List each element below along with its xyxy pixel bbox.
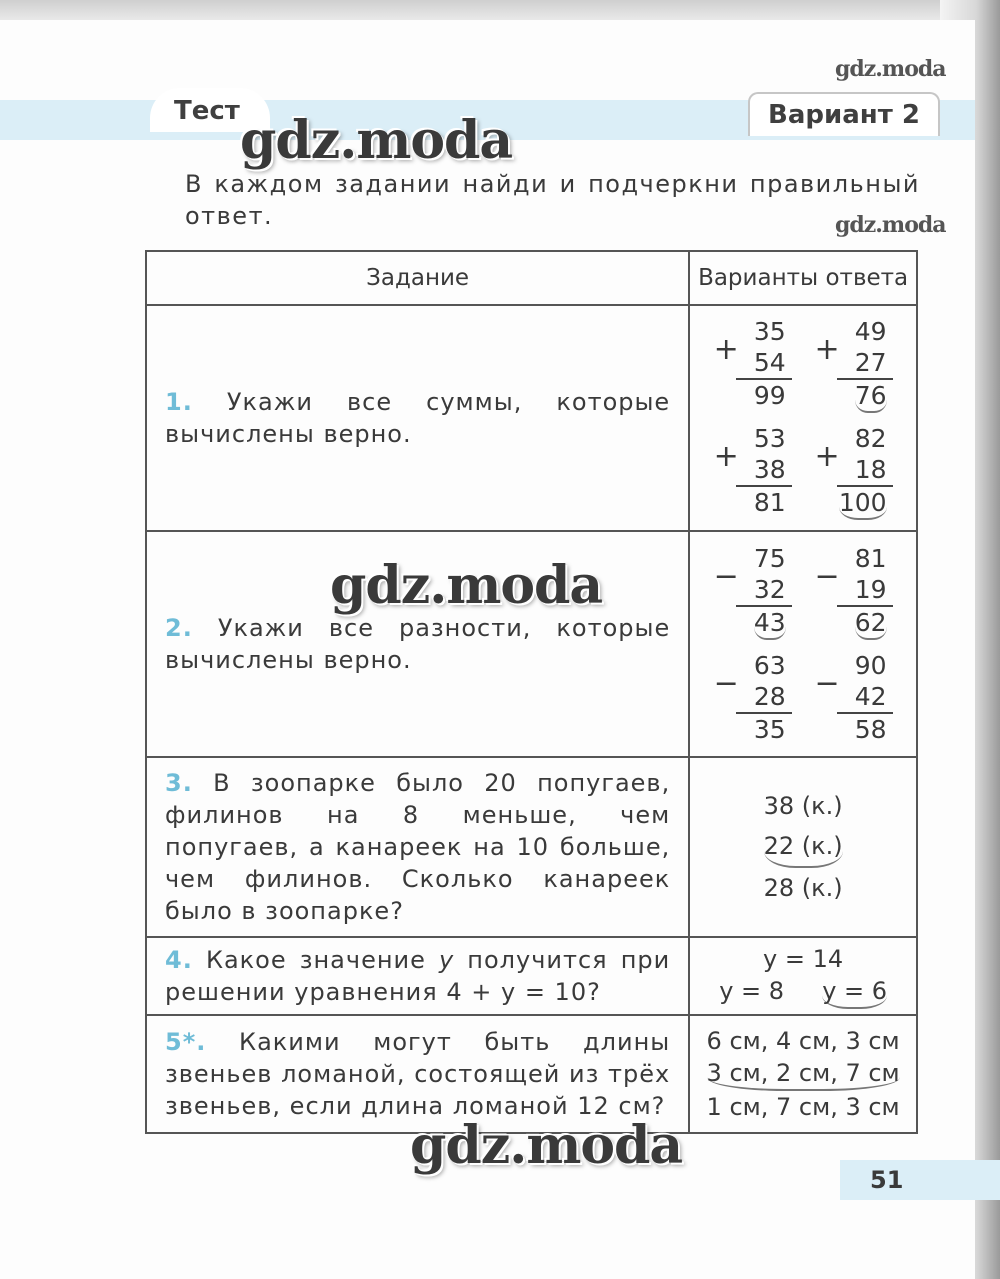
operand-b: 28 <box>736 681 792 714</box>
task-text: В зоопарке было 20 попугаев, филинов на 8 меньше, чем попугаев, а канареек на 10 больше, чем филинов. Сколько канареек было в зоопарке? <box>165 769 671 925</box>
operand-b: 38 <box>736 454 792 487</box>
answer-option[interactable]: y = 14 <box>763 945 844 973</box>
answer-option-underlined[interactable]: y = 6 <box>822 975 887 1009</box>
operand-b: 27 <box>837 347 893 380</box>
task-text: Укажи все суммы, которые вычислены верно. <box>165 388 671 448</box>
answer-option[interactable]: 1 см, 7 см, 3 см <box>706 1093 900 1121</box>
task-text-start: Какое значение <box>205 946 439 974</box>
answer-option[interactable]: 6 см, 4 см, 3 см <box>706 1027 900 1055</box>
plus-sign: + <box>713 332 739 367</box>
operand-a: 35 <box>753 317 786 346</box>
task-text: Какими могут быть длины звеньев ломаной, состоящей из трёх звеньев, если длина ломаной 12 см? <box>165 1028 671 1120</box>
answer-option[interactable]: y = 8 <box>719 977 785 1005</box>
operand-a: 90 <box>854 651 887 680</box>
watermark: gdz.moda <box>330 555 603 616</box>
answer-cell <box>689 305 917 531</box>
task-text: Укажи все разности, которые вычислены верно. <box>165 614 671 674</box>
operand-a: 63 <box>753 651 786 680</box>
result: 99 <box>753 381 786 410</box>
column-sum[interactable] <box>815 423 893 520</box>
answer-cell <box>689 1015 917 1133</box>
task-row-4 <box>146 937 917 1015</box>
task-text-cell <box>146 937 689 1015</box>
column-difference[interactable] <box>714 650 792 745</box>
result-underlined: 76 <box>855 380 887 413</box>
operand-b: 19 <box>837 574 893 607</box>
column-header-task: Задание <box>146 251 689 305</box>
minus-sign: − <box>814 666 840 701</box>
task-row-1 <box>146 305 917 531</box>
task-number: 5*. <box>165 1028 207 1056</box>
operand-a: 81 <box>854 544 887 573</box>
column-difference[interactable] <box>815 650 893 745</box>
test-label: Тест <box>174 96 240 126</box>
plus-sign: + <box>713 439 739 474</box>
variant-label: Вариант 2 <box>768 100 920 130</box>
result-underlined: 100 <box>839 487 887 520</box>
column-sum[interactable] <box>815 316 893 413</box>
page-number: 51 <box>840 1160 1000 1200</box>
task-number: 2. <box>165 614 193 642</box>
answer-cell <box>689 531 917 757</box>
task-text-cell <box>146 305 689 531</box>
task-number: 4. <box>165 946 193 974</box>
plus-sign: + <box>814 332 840 367</box>
answer-option[interactable]: 38 (к.) <box>763 792 843 820</box>
watermark: gdz.moda <box>835 212 946 238</box>
column-sum[interactable] <box>714 423 792 520</box>
variable-y: y <box>438 946 455 974</box>
column-header-answers: Варианты ответа <box>689 251 917 305</box>
watermark: gdz.moda <box>240 110 513 171</box>
answer-option[interactable]: 28 (к.) <box>763 874 843 902</box>
operand-b: 32 <box>736 574 792 607</box>
column-difference[interactable] <box>815 543 893 640</box>
result: 58 <box>854 715 887 744</box>
answer-cell <box>689 937 917 1015</box>
answer-option-underlined[interactable]: 22 (к.) <box>764 826 843 868</box>
result-underlined: 62 <box>855 607 887 640</box>
result: 35 <box>753 715 786 744</box>
task-row-3 <box>146 757 917 937</box>
variant-tab <box>748 92 940 136</box>
task-number: 1. <box>165 388 193 416</box>
answer-cell <box>689 757 917 937</box>
column-sum[interactable] <box>714 316 792 413</box>
minus-sign: − <box>713 559 739 594</box>
minus-sign: − <box>713 666 739 701</box>
watermark: gdz.moda <box>410 1115 683 1176</box>
watermark: gdz.moda <box>835 56 946 82</box>
operand-a: 53 <box>753 424 786 453</box>
plus-sign: + <box>814 439 840 474</box>
operand-a: 82 <box>854 424 887 453</box>
result: 81 <box>753 488 786 517</box>
operand-b: 42 <box>837 681 893 714</box>
task-number: 3. <box>165 769 193 797</box>
task-text-end: получится при решении уравнения 4 + y = 10? <box>165 946 671 1006</box>
task-text-cell <box>146 757 689 937</box>
operand-b: 18 <box>837 454 893 487</box>
task-table <box>145 250 918 1134</box>
operand-a: 49 <box>854 317 887 346</box>
minus-sign: − <box>814 559 840 594</box>
answer-option-underlined[interactable]: 3 см, 2 см, 7 см <box>707 1057 900 1091</box>
operand-b: 54 <box>736 347 792 380</box>
operand-a: 75 <box>753 544 786 573</box>
table-header-row <box>146 251 917 305</box>
result-underlined: 43 <box>754 607 786 640</box>
instruction-text: В каждом задании найди и подчеркни правильный ответ. <box>185 170 920 230</box>
column-difference[interactable] <box>714 543 792 640</box>
